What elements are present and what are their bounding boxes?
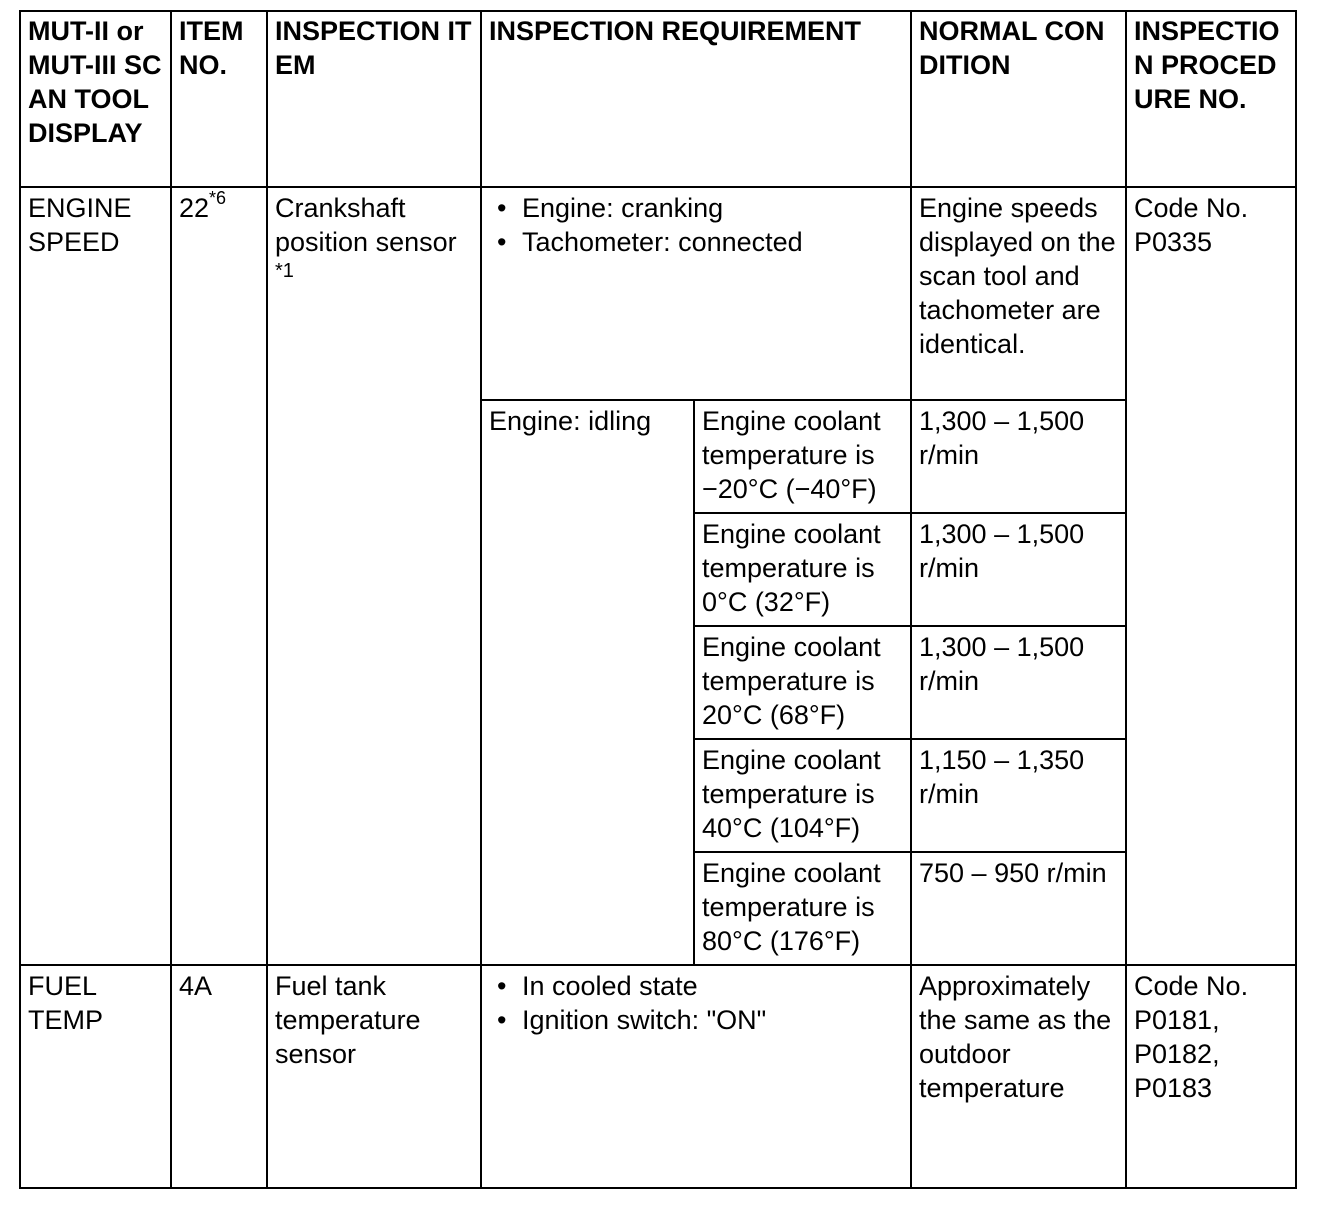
coolant-temperature-cell: Engine coolant temperature is 20°C (68°F) xyxy=(694,626,911,739)
engine-speed-item-no-cell xyxy=(171,187,267,965)
inspection-spec-table xyxy=(19,10,1297,1189)
table-row-engine-speed-cranking xyxy=(20,187,1296,400)
idle-speed-cell: 1,150 – 1,350 r/min xyxy=(911,739,1126,852)
table-row-fuel-temp xyxy=(20,965,1296,1188)
list-item: • Engine: cranking xyxy=(489,191,903,225)
inspection-item-text: Crankshaft position sensor xyxy=(275,193,457,257)
engine-speed-inspection-item-cell xyxy=(267,187,481,965)
header-scan-tool-display: MUT-II or MUT-III SCAN TOOL DISPLAY xyxy=(20,11,171,187)
coolant-temperature-cell: Engine coolant temperature is 0°C (32°F) xyxy=(694,513,911,626)
idling-label-cell: Engine: idling xyxy=(481,400,694,965)
header-normal-condition: NORMAL CONDITION xyxy=(911,11,1126,187)
coolant-temperature-cell: Engine coolant temperature is 80°C (176°F) xyxy=(694,852,911,965)
header-row xyxy=(20,11,1296,187)
fuel-temp-requirement-cell xyxy=(481,965,911,1188)
item-no-footnote: *6 xyxy=(209,188,227,208)
cranking-condition-cell: Engine speeds displayed on the scan tool and tachometer are identical. xyxy=(911,187,1126,400)
idle-speed-cell: 1,300 – 1,500 r/min xyxy=(911,626,1126,739)
inspection-item-footnote: *1 xyxy=(275,260,294,282)
cranking-requirement-cell xyxy=(481,187,911,400)
idle-speed-cell: 750 – 950 r/min xyxy=(911,852,1126,965)
header-procedure-no: INSPECTION PROCEDURE NO. xyxy=(1126,11,1296,187)
cranking-requirement-list xyxy=(489,191,903,259)
header-inspection-item: INSPECTION ITEM xyxy=(267,11,481,187)
coolant-temperature-cell: Engine coolant temperature is 40°C (104°F) xyxy=(694,739,911,852)
fuel-temp-requirement-list xyxy=(489,969,903,1037)
fuel-temp-item-no-cell: 4A xyxy=(171,965,267,1188)
coolant-temperature-cell: Engine coolant temperature is −20°C (−40°F) xyxy=(694,400,911,513)
header-item-no: ITEM NO. xyxy=(171,11,267,187)
fuel-temp-procedure-cell: Code No. P0181, P0182, P0183 xyxy=(1126,965,1296,1188)
item-no-value: 22 xyxy=(179,193,210,223)
list-item: • In cooled state xyxy=(489,969,903,1003)
list-item: • Tachometer: connected xyxy=(489,225,903,259)
idle-speed-cell: 1,300 – 1,500 r/min xyxy=(911,513,1126,626)
engine-speed-display-cell: ENGINE SPEED xyxy=(20,187,171,965)
fuel-temp-display-cell: FUEL TEMP xyxy=(20,965,171,1188)
list-item: • Ignition switch: "ON" xyxy=(489,1003,903,1037)
header-inspection-requirement: INSPECTION REQUIREMENT xyxy=(481,11,911,187)
idle-speed-cell: 1,300 – 1,500 r/min xyxy=(911,400,1126,513)
fuel-temp-inspection-item-cell: Fuel tank temperature sensor xyxy=(267,965,481,1188)
engine-speed-procedure-cell: Code No. P0335 xyxy=(1126,187,1296,965)
fuel-temp-condition-cell: Approximately the same as the outdoor temperature xyxy=(911,965,1126,1188)
